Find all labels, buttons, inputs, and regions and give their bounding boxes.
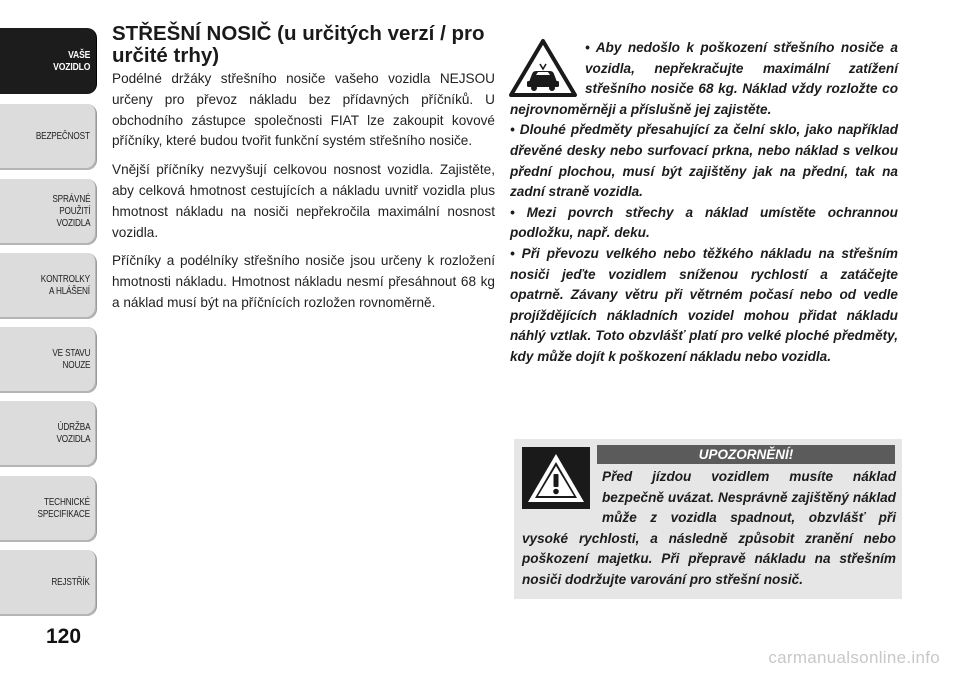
tab-vase-vozidlo[interactable] [0, 28, 97, 94]
caution-column [510, 38, 898, 368]
tab-udrzba[interactable] [0, 401, 97, 467]
caution-bullet: • Mezi povrch střechy a náklad umístěte ochrannou podložku, např. deku. [510, 204, 898, 241]
tab-label: VE STAVU NOUZE [51, 348, 90, 371]
tab-label: KONTROLKY A HLÁŠENÍ [40, 274, 90, 297]
watermark: carmanualsonline.info [768, 648, 940, 667]
caution-bullet: • Dlouhé předměty přesahující za čelní sklo, jako například dřevěné desky nebo surfovací prkna, nebo náklad s velkou přední plochou, musí být zajištěny jak na přední, tak na zadní straně vozidla. [510, 122, 898, 200]
tab-label: ÚDRŽBA VOZIDLA [56, 422, 90, 445]
section-title: STŘEŠNÍ NOSIČ (u určitých verzí / pro určité trhy) [112, 22, 485, 67]
tab-label: REJSTŘÍK [51, 577, 90, 588]
warning-text-block [522, 467, 896, 590]
warning-box [514, 439, 902, 599]
caution-bullet: • Při převozu velkého nebo těžkého nákladu na střešním nosiči jeďte vozidlem sníženou rychlostí a zatáčejte opatrně. Závany větru při větrném počasí nebo od vedle projíždějících nákladních vozidel mohou přidat nákladu náhlý vztlak. Toto obzvlášť platí pro velké ploché předměty, kdy může dojít k poškození nákladu nebo vozidla. [510, 245, 898, 364]
warning-text: Před jízdou vozidlem musíte náklad bezpečně uvázat. Nesprávně zajištěný náklad může z vozidla spadnout, obzvlášť při vysoké rychlosti, a následně způsobit zranění nebo poškození majetku. Při přepravě nákladu na střešním nosiči dodržujte varování pro střešní nosič. [522, 469, 896, 587]
tab-rejstrik[interactable] [0, 550, 97, 616]
tab-label: VAŠE VOZIDLO [52, 49, 90, 73]
body-paragraph: Příčníky a podélníky střešního nosiče jsou určeny k rozložení hmotnosti nákladu. Hmotnost nákladu nesmí přesáhnout 68 kg a náklad musí být na příčnících rozložen rovnoměrně. [112, 253, 495, 310]
main-text-column [112, 23, 495, 322]
tab-spravne-pouziti[interactable] [0, 179, 97, 245]
caution-block [510, 38, 898, 368]
page-number: 120 [46, 625, 82, 648]
tab-ve-stavu-nouze[interactable] [0, 327, 97, 393]
tab-label: TECHNICKÉ SPECIFIKACE [37, 497, 90, 520]
tab-bezpecnost[interactable] [0, 104, 97, 170]
tab-label: BEZPEČNOST [36, 131, 90, 142]
body-paragraph: Podélné držáky střešního nosiče vašeho vozidla NEJSOU určeny pro převoz nákladu bez přídavných příčníků. U obchodního zástupce společnosti FIAT lze zakoupit kovové příčníky, které budou tvořit funkční systém střešního nosiče. [112, 71, 495, 149]
tab-label: SPRÁVNÉ POUŽITÍ VOZIDLA [51, 194, 90, 229]
warning-header: UPOZORNĚNÍ! [597, 445, 895, 464]
caution-bullet: • Aby nedošlo k poškození střešního nosiče a vozidla, nepřekračujte maximální zatížení střešního nosiče 68 kg. Náklad vždy rozložte co nejrovnoměrněji a příslušně jej zajistěte. [510, 40, 898, 117]
tab-technicke-specifikace[interactable] [0, 476, 97, 542]
tab-kontrolky[interactable] [0, 253, 97, 319]
car-damage-icon [507, 38, 579, 98]
body-paragraph: Vnější příčníky nezvyšují celkovou nosnost vozidla. Zajistěte, aby celková hmotnost cestujících a nákladu uvnitř vozidla plus hmotnost nákladu na nosiči nepřekročila maximální nosnost vozidla. [112, 162, 495, 240]
